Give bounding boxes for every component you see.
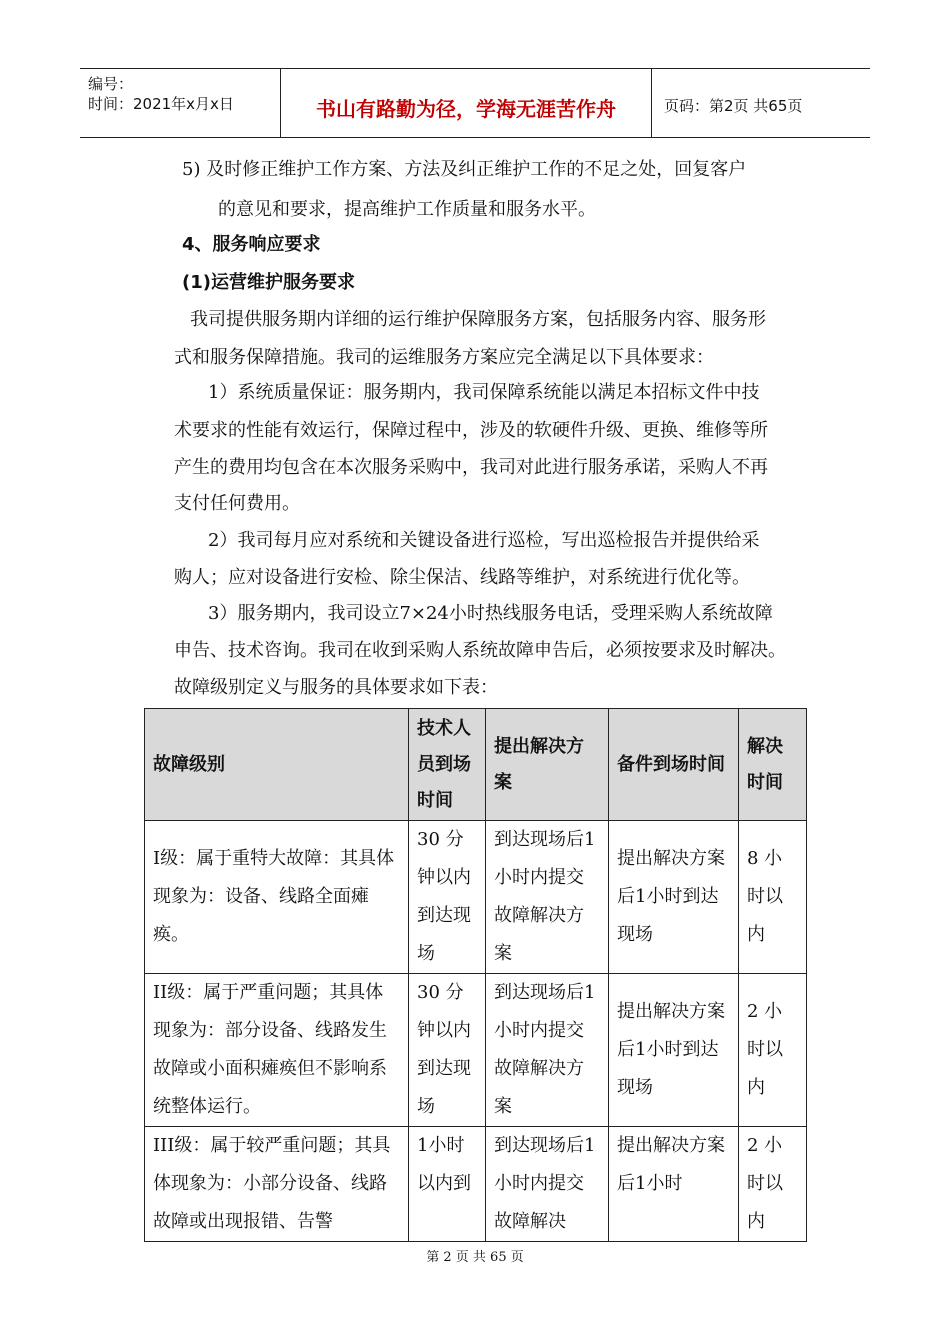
table-header-cell: 技术人员到场时间 — [409, 709, 486, 821]
table-row — [145, 821, 807, 974]
para4-line3: 故障级别定义与服务的具体要求如下表： — [174, 677, 498, 698]
para2-line3: 产生的费用均包含在本次服务采购中，我司对此进行服务承诺，采购人不再 — [174, 457, 768, 478]
header-motto-cell — [281, 69, 652, 137]
header-page-info: 页码：第2页 共65页 — [664, 97, 803, 115]
doc-number-label: 编号： — [88, 75, 134, 93]
page-footer: 第 2 页 共 65 页 — [426, 1250, 524, 1265]
fault-level-cell: I级：属于重特大故障：其具体现象为：设备、线路全面瘫痪。 — [145, 821, 409, 974]
resolve-time-cell: 2 小时以内 — [739, 974, 807, 1127]
para2-line1: 1）系统质量保证：服务期内，我司保障系统能以满足本招标文件中技 — [208, 382, 760, 403]
fault-level-table — [144, 708, 807, 1242]
para2-line4: 支付任何费用。 — [174, 493, 300, 514]
para3-line2: 购人；应对设备进行安检、除尘保洁、线路等维护，对系统进行优化等。 — [174, 567, 750, 588]
parts-time-cell: 提出解决方案后1小时到达现场 — [609, 821, 739, 974]
arrival-time-cell: 30 分钟以内到达现场 — [409, 821, 486, 974]
table-header-cell: 解决时间 — [739, 709, 807, 821]
para2-line2: 术要求的性能有效运行，保障过程中，涉及的软硬件升级、更换、维修等所 — [174, 420, 768, 441]
fault-level-cell: III级：属于较严重问题；其具体现象为：小部分设备、线路故障或出现报错、告警 — [145, 1127, 409, 1242]
parts-time-cell: 提出解决方案后1小时 — [609, 1127, 739, 1242]
header-motto: 书山有路勤为径，学海无涯苦作舟 — [316, 97, 616, 121]
para1-line1: 我司提供服务期内详细的运行维护保障服务方案，包括服务内容、服务形 — [190, 309, 766, 330]
table-row — [145, 974, 807, 1127]
table-header-cell: 故障级别 — [145, 709, 409, 821]
solution-cell: 到达现场后1小时内提交故障解决 — [486, 1127, 609, 1242]
header-meta — [80, 69, 281, 137]
table-header-cell: 提出解决方案 — [486, 709, 609, 821]
doc-date: 时间：2021年x月x日 — [88, 95, 234, 113]
subsection-title: (1)运营维护服务要求 — [182, 272, 355, 293]
page-header — [80, 68, 870, 138]
item5-line2: 的意见和要求，提高维护工作质量和服务水平。 — [218, 199, 596, 220]
para1-line2: 式和服务保障措施。我司的运维服务方案应完全满足以下具体要求： — [174, 347, 714, 368]
arrival-time-cell: 30 分钟以内到达现场 — [409, 974, 486, 1127]
fault-level-cell: II级：属于严重问题；其具体现象为：部分设备、线路发生故障或小面积瘫痪但不影响系统整体运行。 — [145, 974, 409, 1127]
solution-cell: 到达现场后1小时内提交故障解决方案 — [486, 821, 609, 974]
section-title: 4、服务响应要求 — [182, 234, 321, 255]
parts-time-cell: 提出解决方案后1小时到达现场 — [609, 974, 739, 1127]
table-row — [145, 1127, 807, 1242]
arrival-time-cell: 1小时以内到 — [409, 1127, 486, 1242]
table-header-row — [145, 709, 807, 821]
header-page-cell — [652, 69, 870, 137]
item5-line1: 5) 及时修正维护工作方案、方法及纠正维护工作的不足之处，回复客户 — [182, 159, 747, 180]
resolve-time-cell: 8 小时以内 — [739, 821, 807, 974]
para3-line1: 2）我司每月应对系统和关键设备进行巡检，写出巡检报告并提供给采 — [208, 530, 760, 551]
para4-line1: 3）服务期内，我司设立7×24小时热线服务电话，受理采购人系统故障 — [208, 603, 773, 624]
solution-cell: 到达现场后1小时内提交故障解决方案 — [486, 974, 609, 1127]
table-header-cell: 备件到场时间 — [609, 709, 739, 821]
resolve-time-cell: 2 小时以内 — [739, 1127, 807, 1242]
para4-line2: 申告、技术咨询。我司在收到采购人系统故障申告后，必须按要求及时解决。 — [174, 640, 786, 661]
